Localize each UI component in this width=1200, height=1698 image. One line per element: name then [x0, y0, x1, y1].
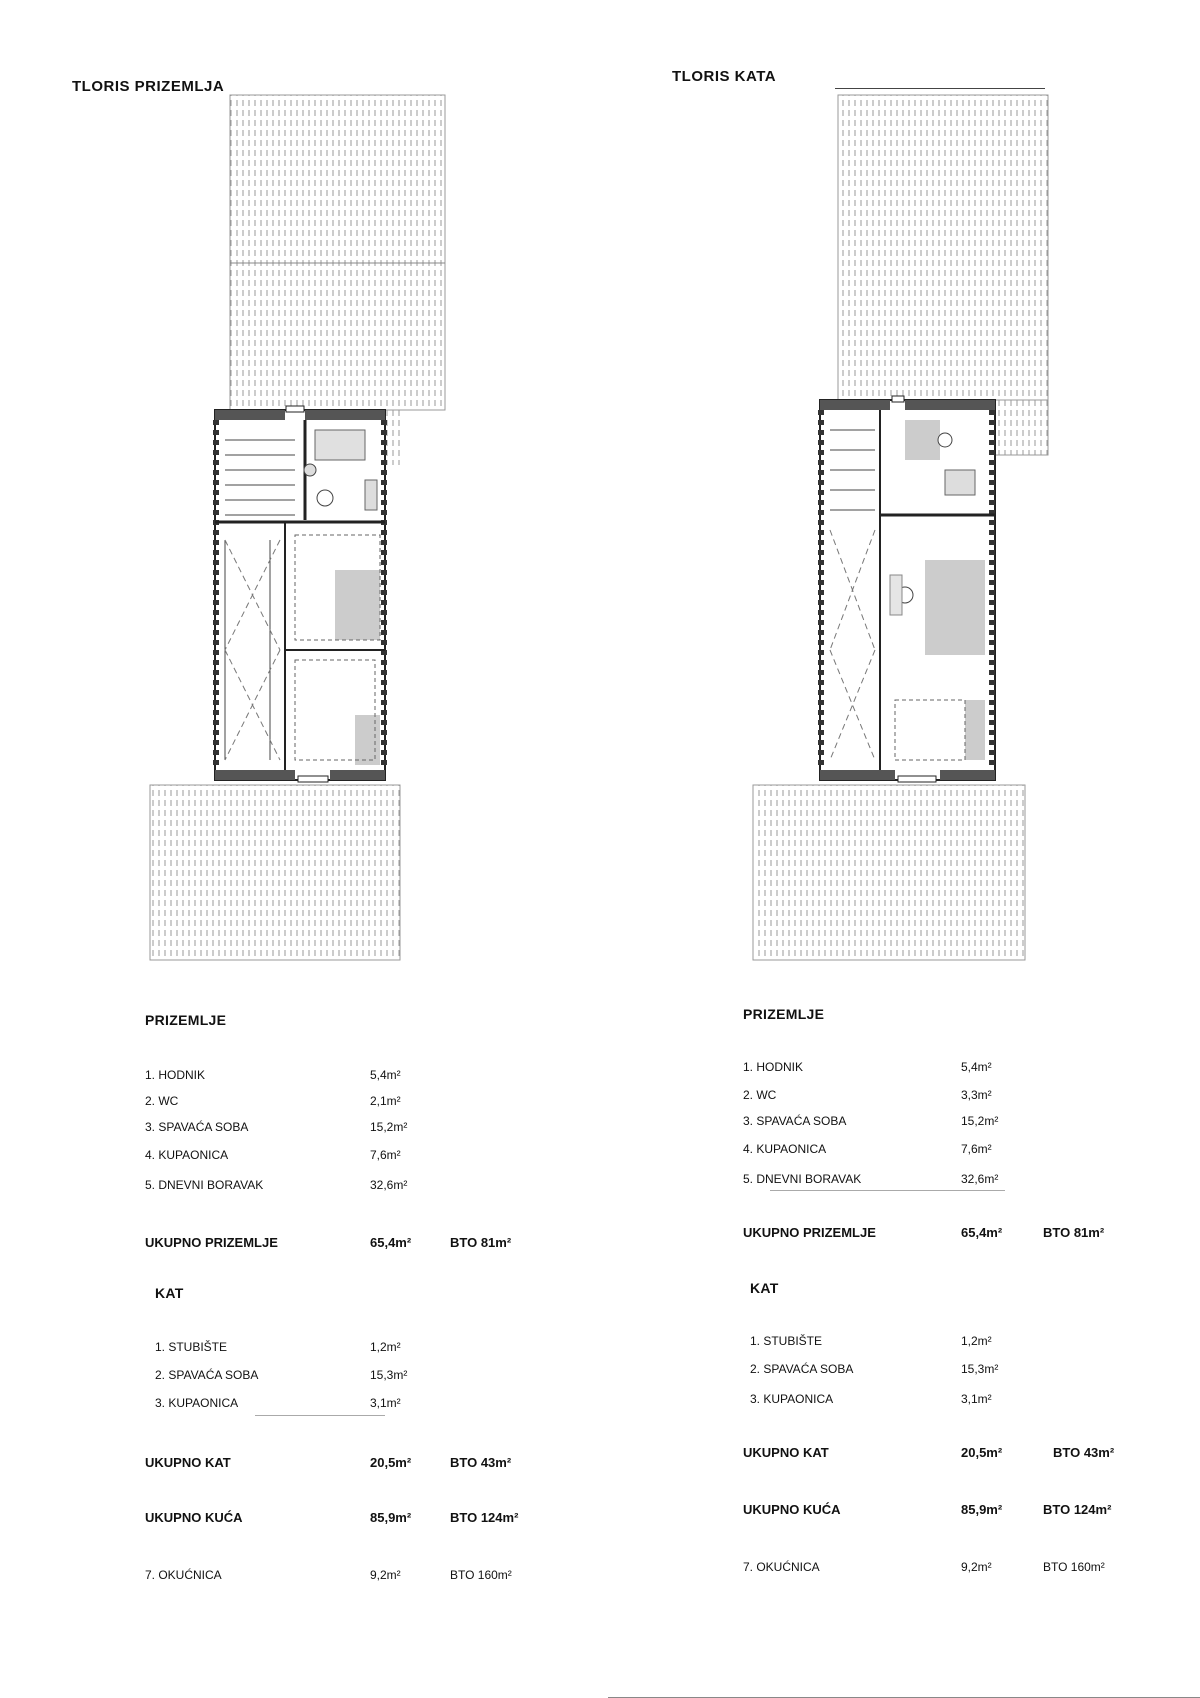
- room-row: 1. STUBIŠTE 1,2m²: [155, 1340, 401, 1354]
- building-outline: [213, 406, 387, 782]
- building-outline-right: [818, 396, 995, 782]
- room-row: 3. SPAVAĆA SOBA 15,2m²: [145, 1120, 408, 1134]
- summary-row-ground-right: UKUPNO PRIZEMLJE 65,4m² BTO 81m²: [743, 1225, 1105, 1240]
- divider: [255, 1415, 385, 1416]
- plan-title-right: TLORIS KATA: [672, 68, 777, 85]
- bottom-garden-hatch: [150, 785, 400, 960]
- side-hatch: [385, 410, 400, 465]
- plan-title-left: TLORIS PRIZEMLJA: [72, 78, 225, 95]
- summary-row-upper-left: UKUPNO KAT 20,5m² BTO 43m²: [145, 1455, 512, 1470]
- section-title-upper-left: KAT: [155, 1285, 184, 1301]
- summary-row-house-left: UKUPNO KUĆA 85,9m² BTO 124m²: [145, 1510, 519, 1525]
- room-row: 3. SPAVAĆA SOBA 15,2m²: [743, 1114, 999, 1128]
- room-row: 1. STUBIŠTE 1,2m²: [750, 1334, 992, 1348]
- ground-floor-plan: [150, 95, 445, 960]
- room-row: 4. KUPAONICA 7,6m²: [145, 1148, 401, 1162]
- room-row: 3. KUPAONICA 3,1m²: [155, 1396, 401, 1410]
- room-row: 1. HODNIK 5,4m²: [743, 1060, 992, 1074]
- room-row: 4. KUPAONICA 7,6m²: [743, 1142, 992, 1156]
- title-underline: [835, 88, 1045, 89]
- room-row: 2. SPAVAĆA SOBA 15,3m²: [155, 1368, 408, 1382]
- summary-row-ground-left: UKUPNO PRIZEMLJE 65,4m² BTO 81m²: [145, 1235, 512, 1250]
- room-row: 5. DNEVNI BORAVAK 32,6m²: [743, 1172, 999, 1186]
- bottom-garden-hatch-right: [753, 785, 1025, 960]
- summary-row-upper-right: UKUPNO KAT 20,5m² BTO 43m²: [743, 1445, 1115, 1460]
- room-row: 1. HODNIK 5,4m²: [145, 1068, 401, 1082]
- room-row-yard-left: 7. OKUĆNICA 9,2m² BTO 160m²: [145, 1568, 512, 1582]
- summary-row-house-right: UKUPNO KUĆA 85,9m² BTO 124m²: [743, 1502, 1112, 1517]
- room-row: 2. WC 2,1m²: [145, 1094, 401, 1108]
- room-row: 3. KUPAONICA 3,1m²: [750, 1392, 992, 1406]
- section-title-upper-right: KAT: [750, 1280, 779, 1296]
- room-row: 2. SPAVAĆA SOBA 15,3m²: [750, 1362, 999, 1376]
- top-garden-hatch: [230, 95, 445, 410]
- room-row: 5. DNEVNI BORAVAK 32,6m²: [145, 1178, 408, 1192]
- section-title-ground-left: PRIZEMLJE: [145, 1012, 227, 1028]
- upper-floor-plan: [753, 95, 1048, 960]
- room-row-yard-right: 7. OKUĆNICA 9,2m² BTO 160m²: [743, 1560, 1105, 1574]
- divider: [770, 1190, 1005, 1191]
- room-row: 2. WC 3,3m²: [743, 1088, 992, 1102]
- section-title-ground-right: PRIZEMLJE: [743, 1006, 825, 1022]
